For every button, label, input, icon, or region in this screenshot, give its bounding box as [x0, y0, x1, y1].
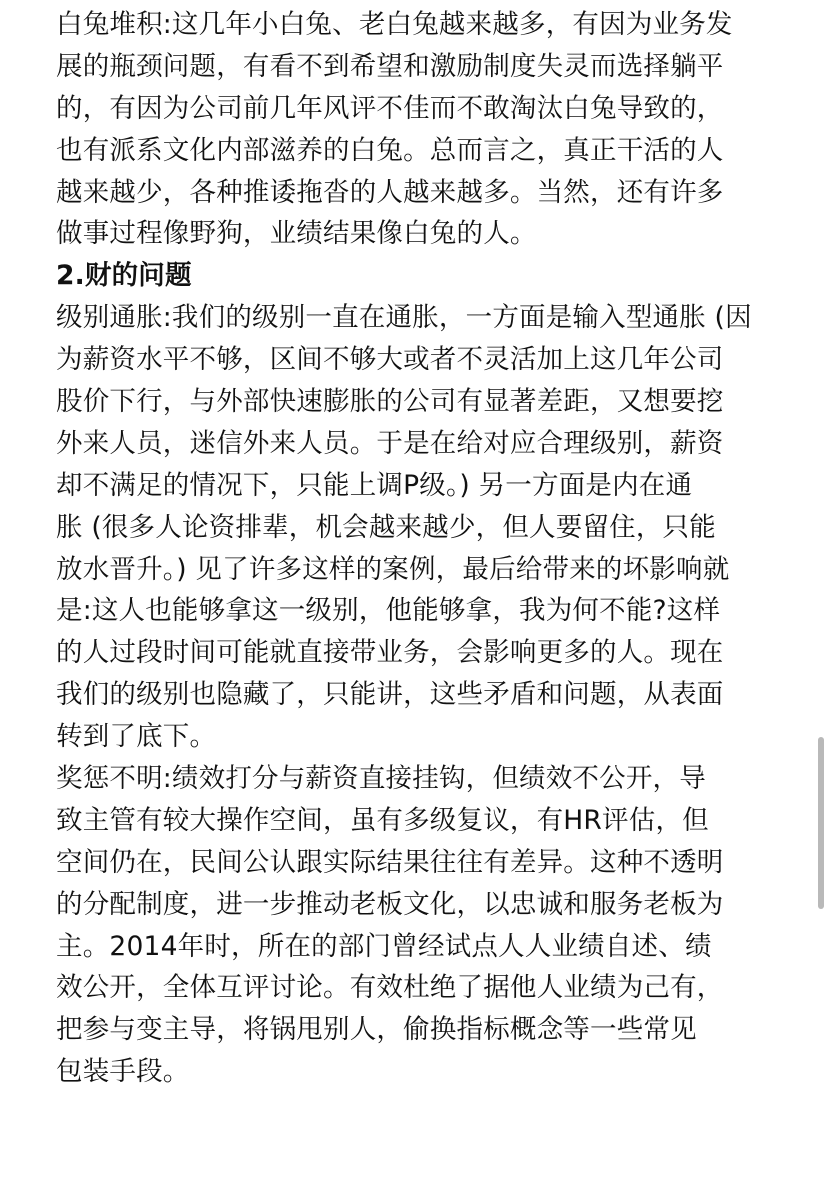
- text-line: 主。2014年时，所在的部门曾经试点人人业绩自述、绩: [56, 930, 712, 962]
- text-line: 白兔堆积:这几年小白兔、老白兔越来越多，有因为业务发: [56, 9, 733, 40]
- text-line: 也有派系文化内部滋养的白兔。总而言之，真正干活的人: [56, 134, 724, 166]
- text-line: 胀 (很多人论资排辈，机会越来越少，但人要留住，只能: [56, 511, 716, 543]
- text-line: 是:这人也能够拿这一级别，他能够拿，我为何不能?这样: [56, 595, 721, 627]
- text-line: 致主管有较大操作空间，虽有多级复议，有HR评估，但: [56, 804, 709, 836]
- text-line: 包装手段。: [56, 1056, 190, 1088]
- document-body: [56, 4, 786, 1093]
- text-line: 却不满足的情况下，只能上调P级。) 另一方面是内在通: [56, 469, 693, 501]
- text-line: 级别通胀:我们的级别一直在通胀，一方面是输入型通胀 (因: [56, 302, 752, 334]
- section-heading: 2.财的问题: [56, 260, 192, 292]
- text-line: 把参与变主导，将锅甩别人，偷换指标概念等一些常见: [56, 1014, 697, 1046]
- text-line: 股价下行，与外部快速膨胀的公司有显著差距，又想要挖: [56, 386, 724, 418]
- text-line: 的分配制度，进一步推动老板文化，以忠诚和服务老板为: [56, 888, 724, 920]
- text-line: 越来越少，各种推诿拖沓的人越来越多。当然，还有许多: [56, 176, 724, 208]
- scrollbar-thumb[interactable]: [818, 737, 824, 909]
- text-line: 展的瓶颈问题，有看不到希望和激励制度失灵而选择躺平: [56, 50, 724, 82]
- text-line: 的人过段时间可能就直接带业务，会影响更多的人。现在: [56, 637, 724, 669]
- text-line: 的，有因为公司前几年风评不佳而不敢淘汰白兔导致的，: [56, 92, 724, 124]
- text-line: 做事过程像野狗，业绩结果像白兔的人。: [56, 218, 537, 250]
- text-line: 奖惩不明:绩效打分与薪资直接挂钩，但绩效不公开，导: [56, 763, 706, 795]
- text-line: 外来人员，迷信外来人员。于是在给对应合理级别，薪资: [56, 427, 724, 459]
- vertical-scrollbar[interactable]: [814, 0, 828, 1204]
- text-line: 我们的级别也隐藏了，只能讲，这些矛盾和问题，从表面: [56, 679, 724, 711]
- text-line: 效公开，全体互评讨论。有效杜绝了据他人业绩为己有，: [56, 972, 724, 1004]
- text-line: 为薪资水平不够，区间不够大或者不灵活加上这几年公司: [56, 344, 724, 376]
- text-line: 放水晋升。) 见了许多这样的案例，最后给带来的坏影响就: [56, 553, 730, 585]
- text-line: 空间仍在，民间公认跟实际结果往往有差异。这种不透明: [56, 846, 724, 878]
- text-line: 转到了底下。: [56, 721, 217, 753]
